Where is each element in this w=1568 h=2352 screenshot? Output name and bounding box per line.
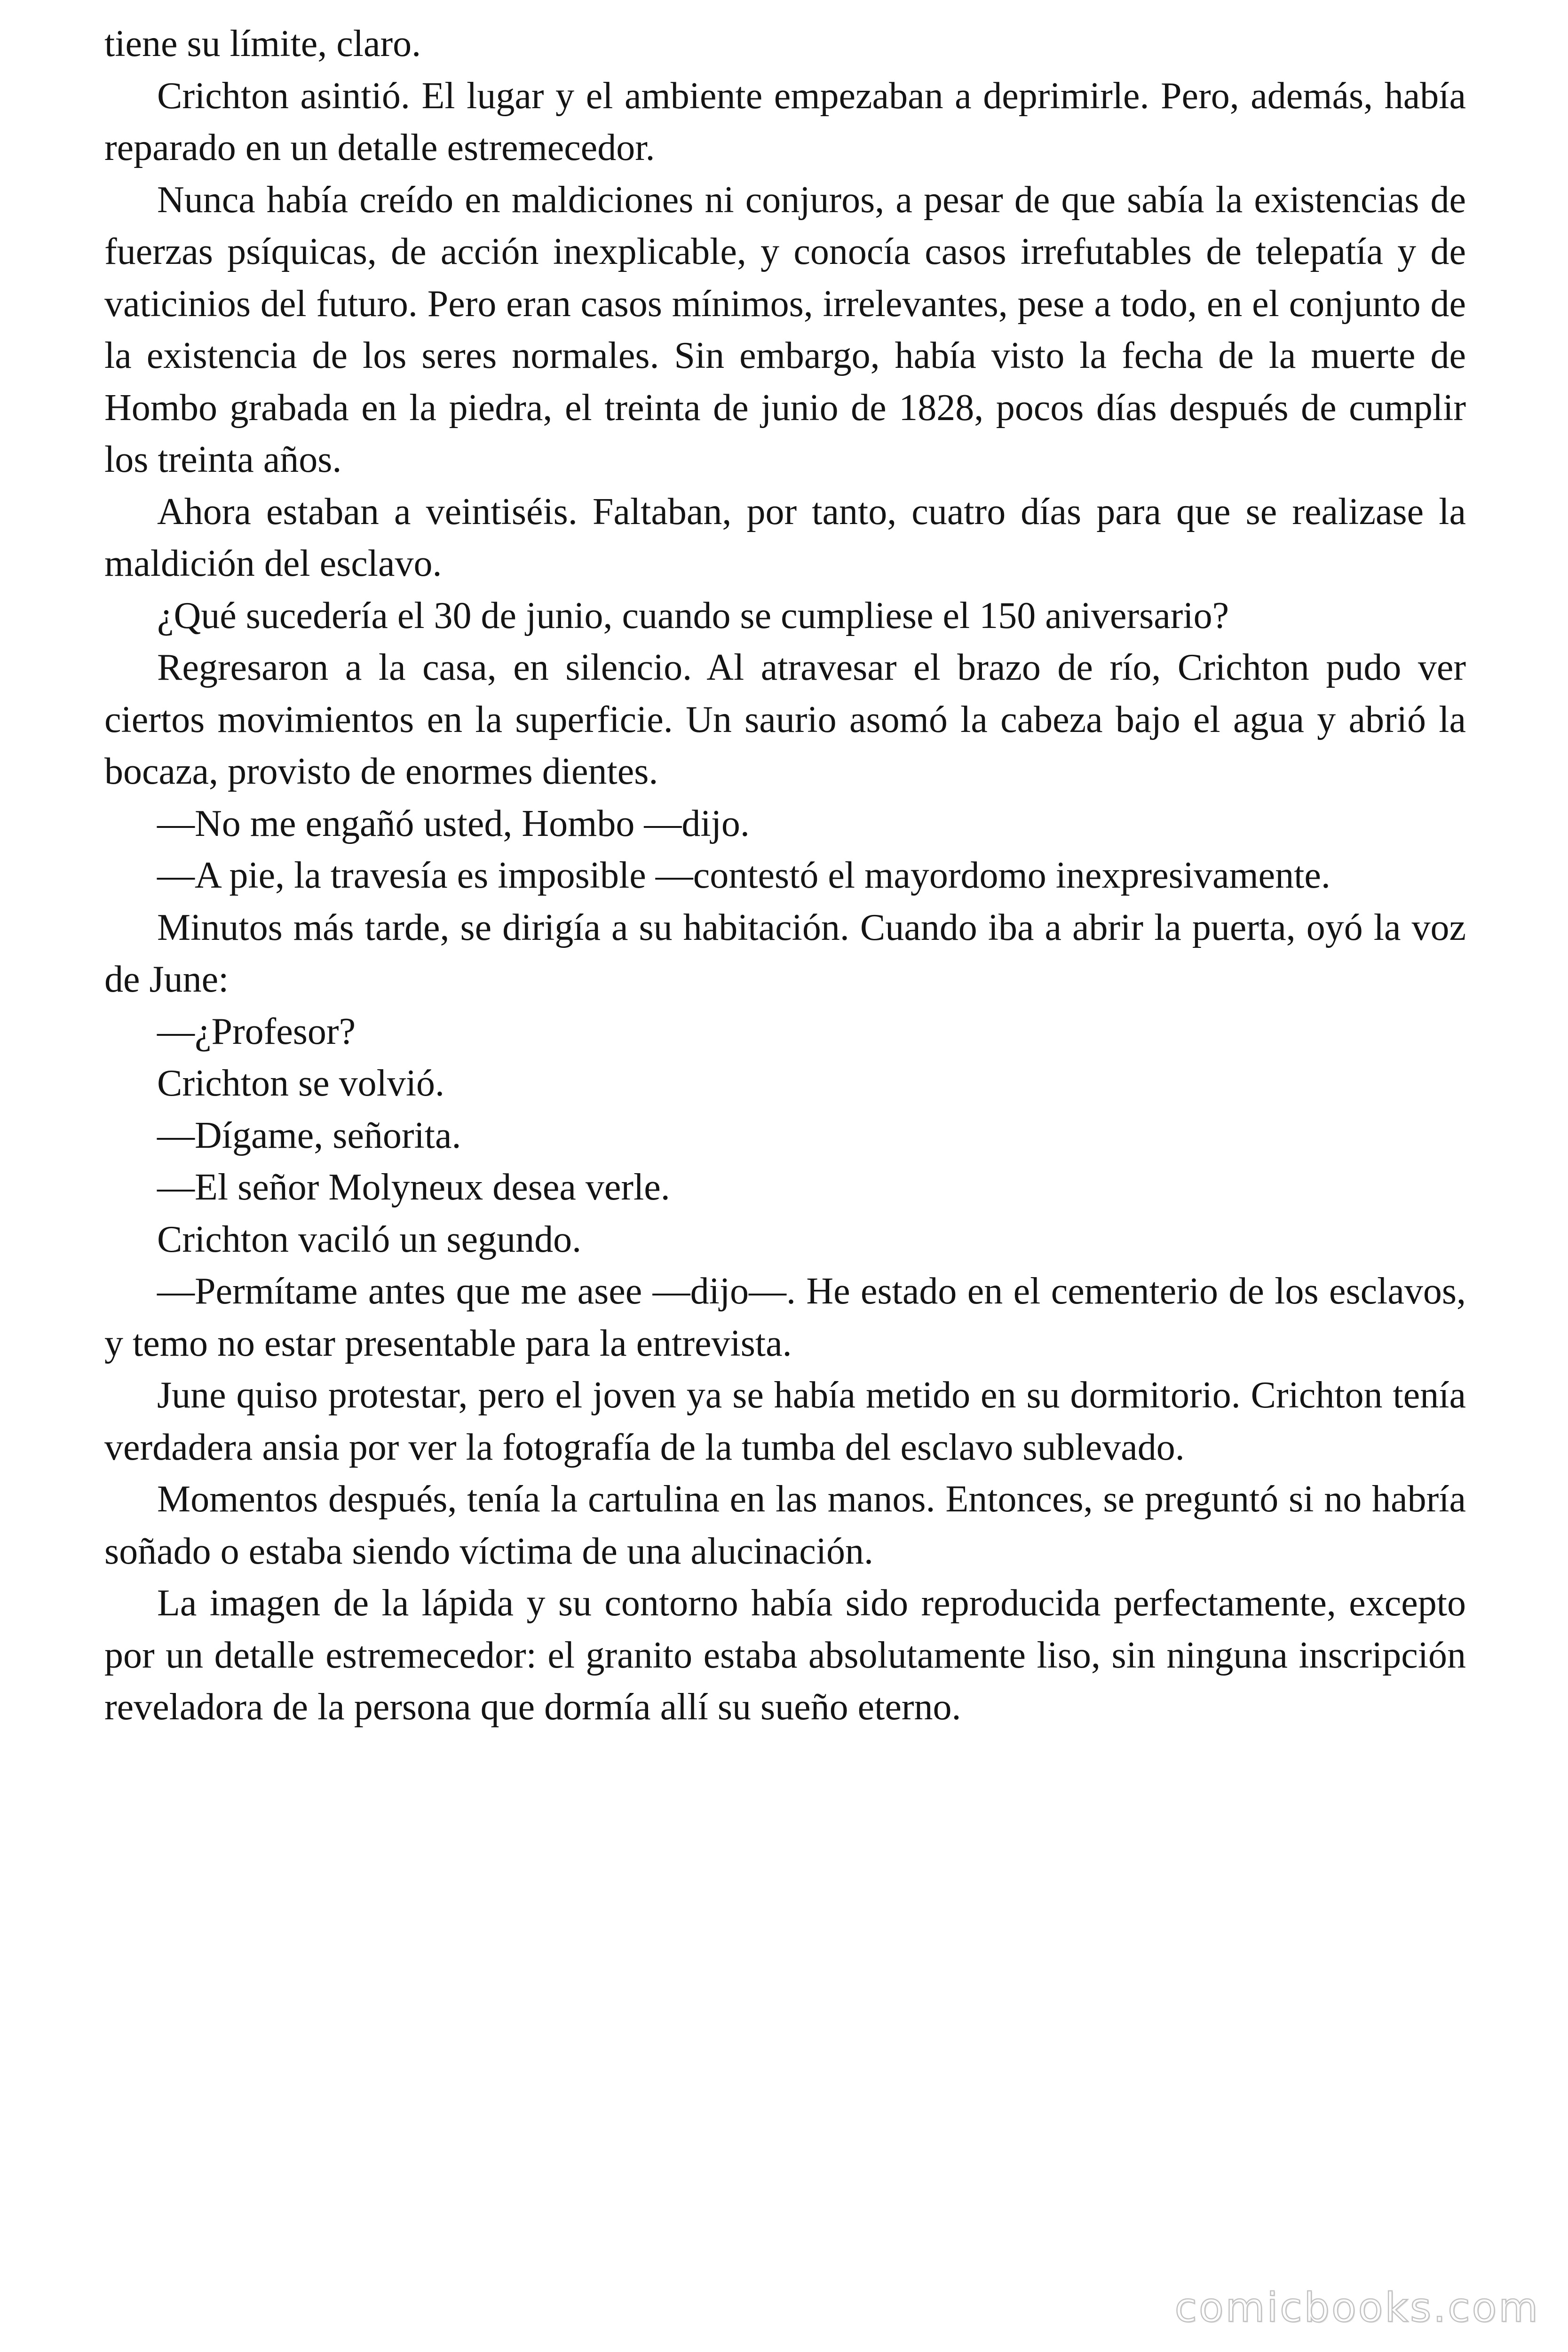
- dialogue-line: —El señor Molyneux desea verle.: [157, 1167, 670, 1208]
- paragraph: La imagen de la lápida y su contorno había sido reproducida perfectamente, excepto por un detalle estremecedor: el granito estaba absolutamente liso, sin ninguna inscripción reveladora de la persona que dormía allí su sueño eterno.: [104, 1582, 1466, 1728]
- paragraph: ¿Qué sucedería el 30 de junio, cuando se cumpliese el 150 aniversario?: [157, 595, 1229, 636]
- paragraph: Minutos más tarde, se dirigía a su habitación. Cuando iba a abrir la puerta, oyó la voz de June:: [104, 906, 1466, 1000]
- dialogue-line: —A pie, la travesía es imposible —contestó el mayordomo inexpresivamente.: [157, 855, 1330, 896]
- dialogue-line: —Permítame antes que me asee —dijo—. He estado en el cementerio de los esclavos, y temo no estar presentable para la entrevista.: [104, 1271, 1466, 1364]
- dialogue-line: —Dígame, señorita.: [157, 1114, 461, 1156]
- paragraph: Nunca había creído en maldiciones ni conjuros, a pesar de que sabía la existencias de fuerzas psíquicas, de acción inexplicable, y conocía casos irrefutables de telepatía y de vaticinios del futuro. Pero eran casos mínimos, irrelevantes, pese a todo, en el conjunto de la existencia de los seres normales. Sin embargo, había visto la fecha de la muerte de Hombo grabada en la piedra, el treinta de junio de 1828, pocos días después de cumplir los treinta años.: [104, 179, 1466, 480]
- page-text: [104, 18, 1466, 1733]
- dialogue-line: —No me engañó usted, Hombo —dijo.: [157, 803, 750, 844]
- paragraph: June quiso protestar, pero el joven ya se había metido en su dormitorio. Crichton tenía verdadera ansia por ver la fotografía de la tumba del esclavo sublevado.: [104, 1375, 1466, 1468]
- paragraph: Regresaron a la casa, en silencio. Al atravesar el brazo de río, Crichton pudo ver ciertos movimientos en la superficie. Un saurio asomó la cabeza bajo el agua y abrió la bocaza, provisto de enormes dientes.: [104, 647, 1466, 792]
- paragraph-continuation: tiene su límite, claro.: [104, 23, 421, 64]
- paragraph: Crichton vaciló un segundo.: [157, 1218, 582, 1260]
- paragraph: Crichton se volvió.: [157, 1063, 445, 1104]
- dialogue-line: —¿Profesor?: [157, 1010, 356, 1052]
- paragraph: Ahora estaban a veintiséis. Faltaban, por tanto, cuatro días para que se realizase la maldición del esclavo.: [104, 491, 1466, 584]
- watermark-text: comicbooks.com: [1174, 2284, 1540, 2331]
- paragraph: Crichton asintió. El lugar y el ambiente empezaban a deprimirle. Pero, además, había reparado en un detalle estremecedor.: [104, 75, 1466, 168]
- paragraph: Momentos después, tenía la cartulina en las manos. Entonces, se preguntó si no habría soñado o estaba siendo víctima de una alucinación.: [104, 1478, 1466, 1572]
